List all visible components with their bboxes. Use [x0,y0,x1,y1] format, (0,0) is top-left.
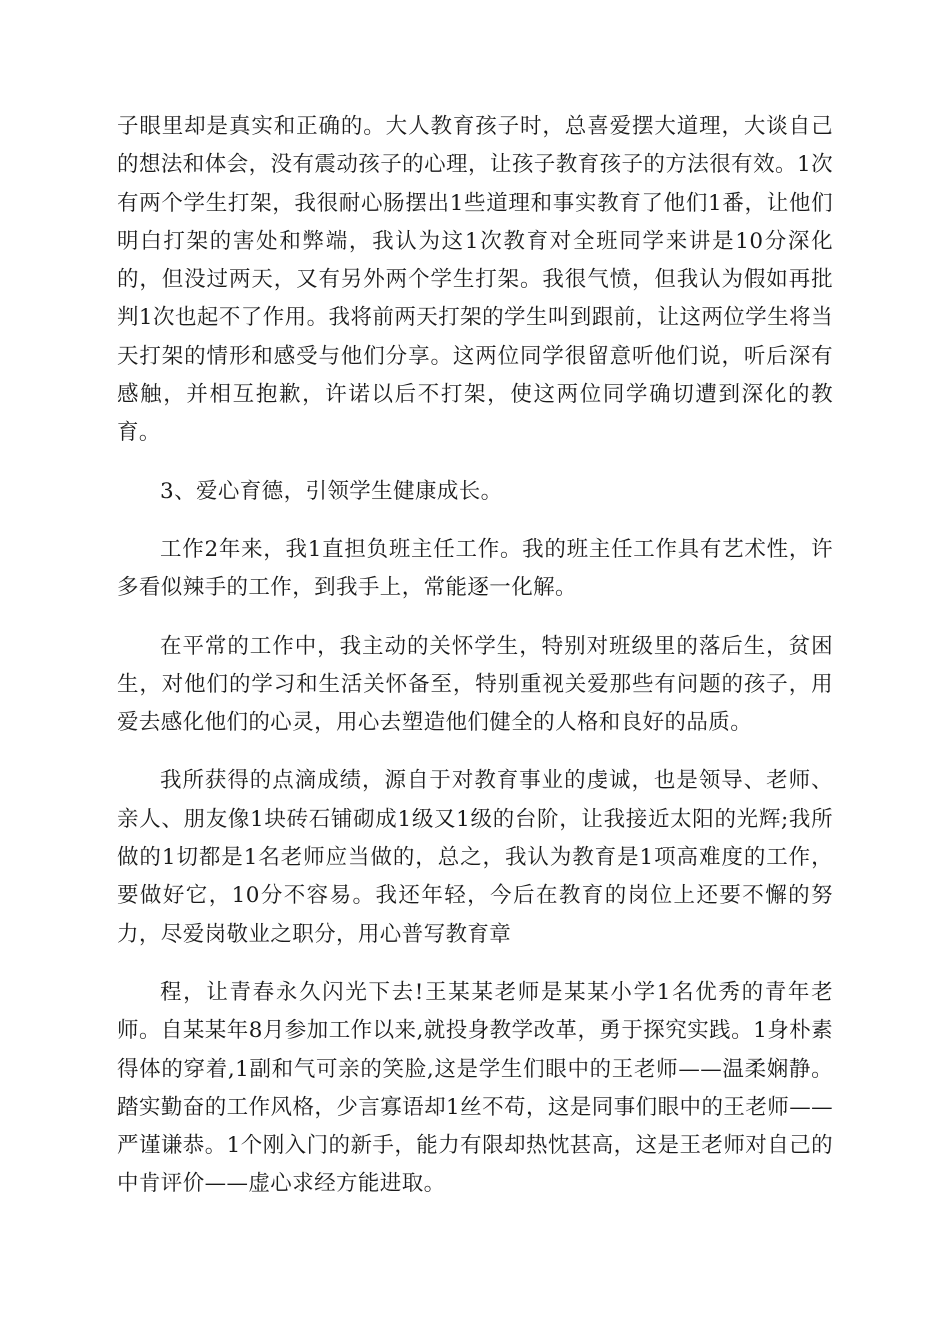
paragraph-3: 工作2年来，我1直担负班主任工作。我的班主任工作具有艺术性，许多看似辣手的工作，到我手上，常能逐一化解。 [117,536,833,601]
paragraph-4: 在平常的工作中，我主动的关怀学生，特别对班级里的落后生，贫困生，对他们的学习和生活关怀备至，特别重视关爱那些有问题的孩子，用爱去感化他们的心灵，用心去塑造他们健全的人格和良好的品质。 [117,633,833,736]
paragraph-1: 子眼里却是真实和正确的。大人教育孩子时，总喜爱摆大道理，大谈自己的想法和体会，没有震动孩子的心理，让孩子教育孩子的方法很有效。1次有两个学生打架，我很耐心肠摆出1些道理和事实教育了他们1番，让他们明白打架的害处和弊端，我认为这1次教育对全班同学来讲是10分深化的，但没过两天，又有另外两个学生打架。我很气愤，但我认为假如再批判1次也起不了作用。我将前两天打架的学生叫到跟前，让这两位学生将当天打架的情形和感受与他们分享。这两位同学很留意听他们说，听后深有感触，并相互抱歉，许诺以后不打架，使这两位同学确切遭到深化的教育。 [117,114,833,446]
paragraph-6: 程，让青春永久闪光下去!王某某老师是某某小学1名优秀的青年老师。自某某年8月参加工作以来,就投身教学改革，勇于探究实践。1身朴素得体的穿着,1副和气可亲的笑脸,这是学生们眼中的王老师——温柔娴静。踏实勤奋的工作风格，少言寡语却1丝不苟，这是同事们眼中的王老师——严谨谦恭。1个刚入门的新手，能力有限却热忱甚高，这是王老师对自己的中肯评价——虚心求经方能进取。 [117,979,833,1197]
paragraph-5: 我所获得的点滴成绩，源自于对教育事业的虔诚，也是领导、老师、亲人、朋友像1块砖石铺砌成1级又1级的台阶，让我接近太阳的光辉;我所做的1切都是1名老师应当做的，总之，我认为教育是1项高难度的工作，要做好它，10分不容易。我还年轻，今后在教育的岗位上还要不懈的努力，尽爱岗敬业之职分，用心普写教育章 [117,768,833,947]
section-heading-3: 3、爱心育德，引领学生健康成长。 [160,478,503,504]
document-body [117,108,833,1224]
